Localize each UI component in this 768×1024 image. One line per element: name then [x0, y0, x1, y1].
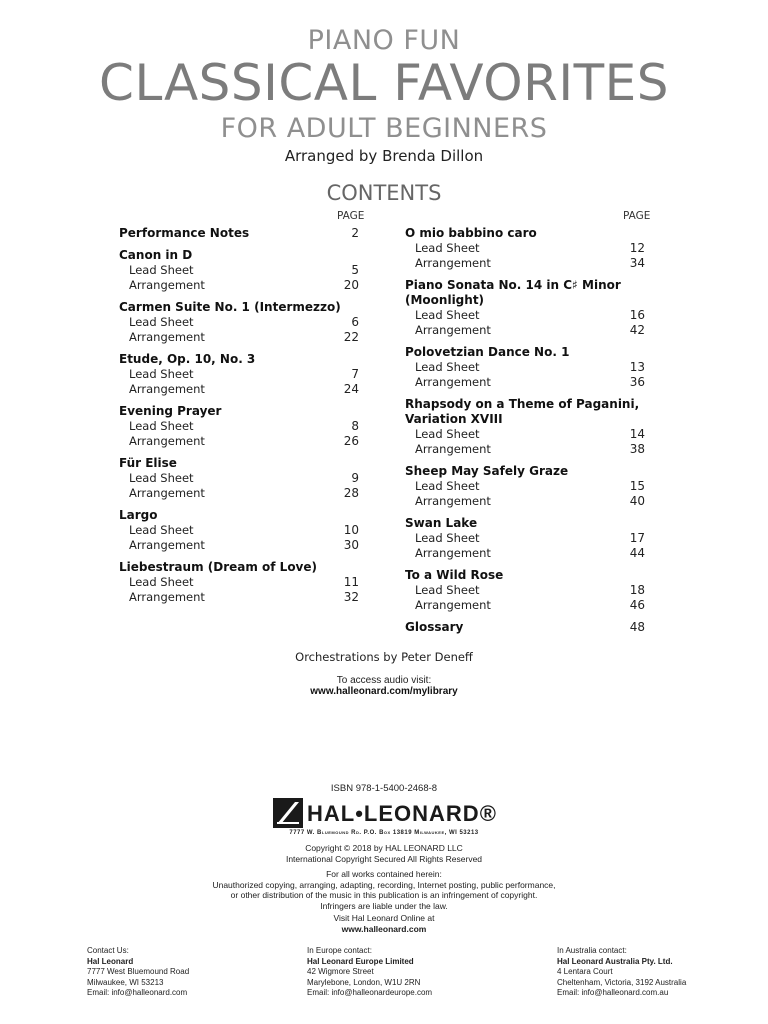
entry-page-number: 2 — [351, 226, 359, 240]
sub-entry-label: Arrangement — [129, 434, 205, 448]
contents-sub-entry[interactable] — [119, 419, 359, 434]
copyright-notice — [0, 843, 768, 864]
sub-entry-page-number: 14 — [629, 427, 645, 441]
sub-entry-label: Arrangement — [415, 442, 491, 456]
subtitle-adult-beginners: FOR ADULT BEGINNERS — [220, 113, 548, 144]
sub-entry-page-number: 17 — [629, 531, 645, 545]
contents-entry-title[interactable] — [405, 568, 645, 583]
entry-page-number: 48 — [629, 620, 645, 634]
contents-entry-title[interactable] — [119, 560, 359, 575]
entry-title-text: Canon in D — [119, 248, 193, 262]
contact-line: Cheltenham, Victoria, 3192 Australia — [557, 977, 687, 987]
sub-entry-page-number: 26 — [343, 434, 359, 448]
contact-line: 7777 West Bluemound Road — [87, 967, 190, 976]
sub-entry-page-number: 42 — [629, 323, 645, 337]
contents-entry-title[interactable] — [119, 404, 359, 419]
visit-online — [0, 913, 768, 934]
contents-sub-entry[interactable] — [405, 546, 645, 561]
sub-entry-label: Arrangement — [415, 256, 491, 270]
book-title: CLASSICAL FAVORITES — [99, 54, 669, 112]
contents-entry-title[interactable] — [405, 278, 645, 308]
hal-leonard-logo-icon — [273, 798, 303, 828]
sub-entry-page-number: 9 — [351, 471, 359, 485]
contact-line: Milwaukee, WI 53213 — [87, 977, 164, 987]
sub-entry-label: Arrangement — [129, 382, 205, 396]
notice-line: Unauthorized copying, arranging, adapting, recording, Internet posting, public performance, — [212, 879, 556, 890]
sub-entry-page-number: 28 — [343, 486, 359, 500]
sub-entry-label: Lead Sheet — [415, 427, 480, 441]
entry-title-text: Etude, Op. 10, No. 3 — [119, 352, 256, 366]
contents-sub-entry[interactable] — [119, 486, 359, 501]
contents-sub-entry[interactable] — [405, 531, 645, 546]
entry-title-text: O mio babbino caro — [405, 226, 537, 240]
contents-entry-title[interactable] — [405, 516, 645, 531]
contact-name: Hal Leonard Europe Limited — [307, 956, 414, 966]
contents-entry — [405, 516, 645, 561]
publisher-address: 7777 W. Bluemound Rd. P.O. Box 13819 Milwaukee, WI 53213 — [289, 830, 479, 836]
sub-entry-page-number: 6 — [351, 315, 359, 329]
page-column-header-left: PAGE — [337, 210, 365, 222]
entry-title-text: Swan Lake — [405, 516, 478, 530]
sub-entry-label: Arrangement — [415, 323, 491, 337]
sub-entry-label: Lead Sheet — [415, 479, 480, 493]
copyright-line: International Copyright Secured All Rights Reserved — [285, 853, 483, 864]
contents-entry — [405, 226, 645, 271]
audio-access-label: To access audio visit: — [336, 675, 432, 686]
visit-label: Visit Hal Leonard Online at — [333, 913, 435, 923]
contact-email[interactable]: Email: info@halleonardeurope.com — [307, 988, 433, 997]
contents-sub-entry[interactable] — [119, 330, 359, 345]
sub-entry-page-number: 22 — [343, 330, 359, 344]
sub-entry-page-number: 8 — [351, 419, 359, 433]
contents-entry — [405, 568, 645, 613]
sub-entry-page-number: 30 — [343, 538, 359, 552]
contents-entry-title[interactable] — [119, 226, 359, 241]
sub-entry-page-number: 13 — [629, 360, 645, 374]
sub-entry-page-number: 46 — [629, 598, 645, 612]
contents-entry-title[interactable] — [119, 456, 359, 471]
sub-entry-page-number: 44 — [629, 546, 645, 560]
visit-url[interactable]: www.halleonard.com — [341, 923, 427, 934]
contents-sub-entry[interactable] — [405, 598, 645, 613]
contents-sub-entry[interactable] — [405, 479, 645, 494]
sub-entry-label: Lead Sheet — [129, 263, 194, 277]
contents-sub-entry[interactable] — [405, 308, 645, 323]
sub-entry-label: Lead Sheet — [129, 471, 194, 485]
entry-title-text: Sheep May Safely Graze — [405, 464, 569, 478]
contents-sub-entry[interactable] — [405, 583, 645, 598]
contact-heading: In Australia contact: — [557, 946, 627, 955]
sub-entry-label: Arrangement — [129, 278, 205, 292]
sub-entry-label: Lead Sheet — [129, 367, 194, 381]
sub-entry-label: Arrangement — [129, 538, 205, 552]
sub-entry-page-number: 32 — [343, 590, 359, 604]
contents-entry — [119, 456, 359, 501]
contents-entry — [119, 300, 359, 345]
entry-title-text: Carmen Suite No. 1 (Intermezzo) — [119, 300, 341, 314]
contents-sub-entry[interactable] — [405, 323, 645, 338]
contact-australia-block — [557, 946, 686, 999]
copyright-line: Copyright © 2018 by HAL LEONARD LLC — [305, 843, 463, 853]
sub-entry-label: Lead Sheet — [129, 419, 194, 433]
entry-title-text: To a Wild Rose — [405, 568, 504, 582]
contact-email[interactable]: Email: info@halleonard.com — [87, 988, 188, 997]
sub-entry-label: Lead Sheet — [415, 360, 480, 374]
notice-line: For all works contained herein: — [326, 869, 442, 879]
sub-entry-page-number: 18 — [629, 583, 645, 597]
entry-title-text: Largo — [119, 508, 158, 522]
contact-line: 42 Wigmore Street — [307, 967, 374, 976]
contents-entry — [119, 404, 359, 449]
entry-title-text: Performance Notes — [119, 226, 250, 240]
contents-heading: CONTENTS — [326, 181, 442, 205]
contents-entry — [405, 345, 645, 390]
contents-sub-entry[interactable] — [119, 523, 359, 538]
sub-entry-label: Lead Sheet — [129, 523, 194, 537]
entry-title-text: Glossary — [405, 620, 464, 634]
contents-entry — [405, 278, 645, 338]
sub-entry-label: Lead Sheet — [415, 308, 480, 322]
sub-entry-page-number: 5 — [351, 263, 359, 277]
notice-line: Infringers are liable under the law. — [320, 900, 448, 911]
entry-title-text: Piano Sonata No. 14 in C♯ Minor (Moonlight) — [405, 278, 621, 307]
contact-email[interactable]: Email: info@halleonard.com.au — [557, 988, 669, 997]
entry-title-text: Polovetzian Dance No. 1 — [405, 345, 570, 359]
contents-sub-entry[interactable] — [119, 278, 359, 293]
sub-entry-label: Arrangement — [129, 330, 205, 344]
hal-leonard-logo-text: HAL•LEONARD® — [307, 801, 497, 826]
contents-sub-entry[interactable] — [405, 494, 645, 509]
contents-sub-entry[interactable] — [119, 471, 359, 486]
page-column-header-right: PAGE — [623, 210, 651, 222]
sub-entry-page-number: 16 — [629, 308, 645, 322]
entry-title-text: Rhapsody on a Theme of Paganini, Variation XVIII — [405, 397, 640, 426]
contents-sub-entry[interactable] — [119, 590, 359, 605]
entry-title-text: Liebestraum (Dream of Love) — [119, 560, 318, 574]
contents-entry-title[interactable] — [405, 464, 645, 479]
sub-entry-label: Arrangement — [129, 486, 205, 500]
contents-sub-entry[interactable] — [119, 538, 359, 553]
contents-entry — [405, 397, 645, 457]
contents-sub-entry[interactable] — [119, 263, 359, 278]
contents-entry-title[interactable] — [405, 226, 645, 241]
sub-entry-page-number: 15 — [629, 479, 645, 493]
contents-sub-entry[interactable] — [119, 575, 359, 590]
sub-entry-page-number: 24 — [343, 382, 359, 396]
sub-entry-page-number: 38 — [629, 442, 645, 456]
contents-sub-entry[interactable] — [119, 434, 359, 449]
sub-entry-page-number: 10 — [343, 523, 359, 537]
audio-access-url: www.halleonard.com/mylibrary — [310, 686, 458, 697]
sub-entry-label: Arrangement — [415, 546, 491, 560]
contents-sub-entry[interactable] — [119, 367, 359, 382]
contents-entry-title[interactable] — [405, 345, 645, 360]
contents-sub-entry[interactable] — [405, 256, 645, 271]
sub-entry-page-number: 12 — [629, 241, 645, 255]
sub-entry-label: Lead Sheet — [415, 241, 480, 255]
sub-entry-label: Lead Sheet — [129, 575, 194, 589]
contents-entry — [119, 248, 359, 293]
sub-entry-label: Lead Sheet — [129, 315, 194, 329]
contents-entry-title[interactable] — [405, 397, 645, 427]
hal-leonard-logo — [273, 798, 503, 830]
sub-entry-page-number: 20 — [343, 278, 359, 292]
arranged-by: Arranged by Brenda Dillon — [284, 147, 484, 165]
contents-left-column — [119, 226, 359, 612]
contents-entry — [405, 464, 645, 509]
sub-entry-label: Arrangement — [415, 494, 491, 508]
contact-heading: In Europe contact: — [307, 946, 372, 955]
contact-line: 4 Lentara Court — [557, 967, 613, 976]
subtitle-piano-fun: PIANO FUN — [307, 25, 461, 56]
entry-title-text: Evening Prayer — [119, 404, 222, 418]
contact-line: Marylebone, London, W1U 2RN — [307, 977, 421, 987]
contact-name: Hal Leonard Australia Pty. Ltd. — [557, 956, 673, 966]
contents-entry — [119, 352, 359, 397]
contact-heading: Contact Us: — [87, 946, 129, 955]
infringement-notice — [0, 869, 768, 911]
sub-entry-label: Arrangement — [415, 375, 491, 389]
contents-sub-entry[interactable] — [405, 442, 645, 457]
contents-entry-title[interactable] — [119, 352, 359, 367]
contact-europe-block — [307, 946, 432, 999]
entry-title-text: Für Elise — [119, 456, 177, 470]
sub-entry-page-number: 7 — [351, 367, 359, 381]
contents-entry — [119, 508, 359, 553]
sub-entry-page-number: 11 — [343, 575, 359, 589]
sub-entry-page-number: 34 — [629, 256, 645, 270]
contents-entry-title[interactable] — [119, 508, 359, 523]
contents-sub-entry[interactable] — [119, 315, 359, 330]
sub-entry-page-number: 36 — [629, 375, 645, 389]
contact-us-block — [87, 946, 189, 999]
sub-entry-page-number: 40 — [629, 494, 645, 508]
isbn: ISBN 978-1-5400-2468-8 — [330, 783, 438, 794]
notice-line: or other distribution of the music in this publication is an infringement of copyright. — [230, 890, 538, 900]
contents-entry — [119, 560, 359, 605]
sub-entry-label: Arrangement — [129, 590, 205, 604]
contents-entry-title[interactable] — [119, 300, 359, 315]
contents-entry-title[interactable] — [405, 620, 645, 635]
contents-sub-entry[interactable] — [405, 427, 645, 442]
orchestrations-credit: Orchestrations by Peter Deneff — [295, 650, 473, 664]
contents-entry — [119, 226, 359, 241]
contents-sub-entry[interactable] — [405, 241, 645, 256]
contents-sub-entry[interactable] — [405, 375, 645, 390]
sub-entry-label: Arrangement — [415, 598, 491, 612]
contents-right-column — [405, 226, 645, 642]
contents-sub-entry[interactable] — [405, 360, 645, 375]
contents-entry-title[interactable] — [119, 248, 359, 263]
contact-name: Hal Leonard — [87, 956, 134, 966]
contents-entry — [405, 620, 645, 635]
contents-sub-entry[interactable] — [119, 382, 359, 397]
sub-entry-label: Lead Sheet — [415, 583, 480, 597]
sub-entry-label: Lead Sheet — [415, 531, 480, 545]
